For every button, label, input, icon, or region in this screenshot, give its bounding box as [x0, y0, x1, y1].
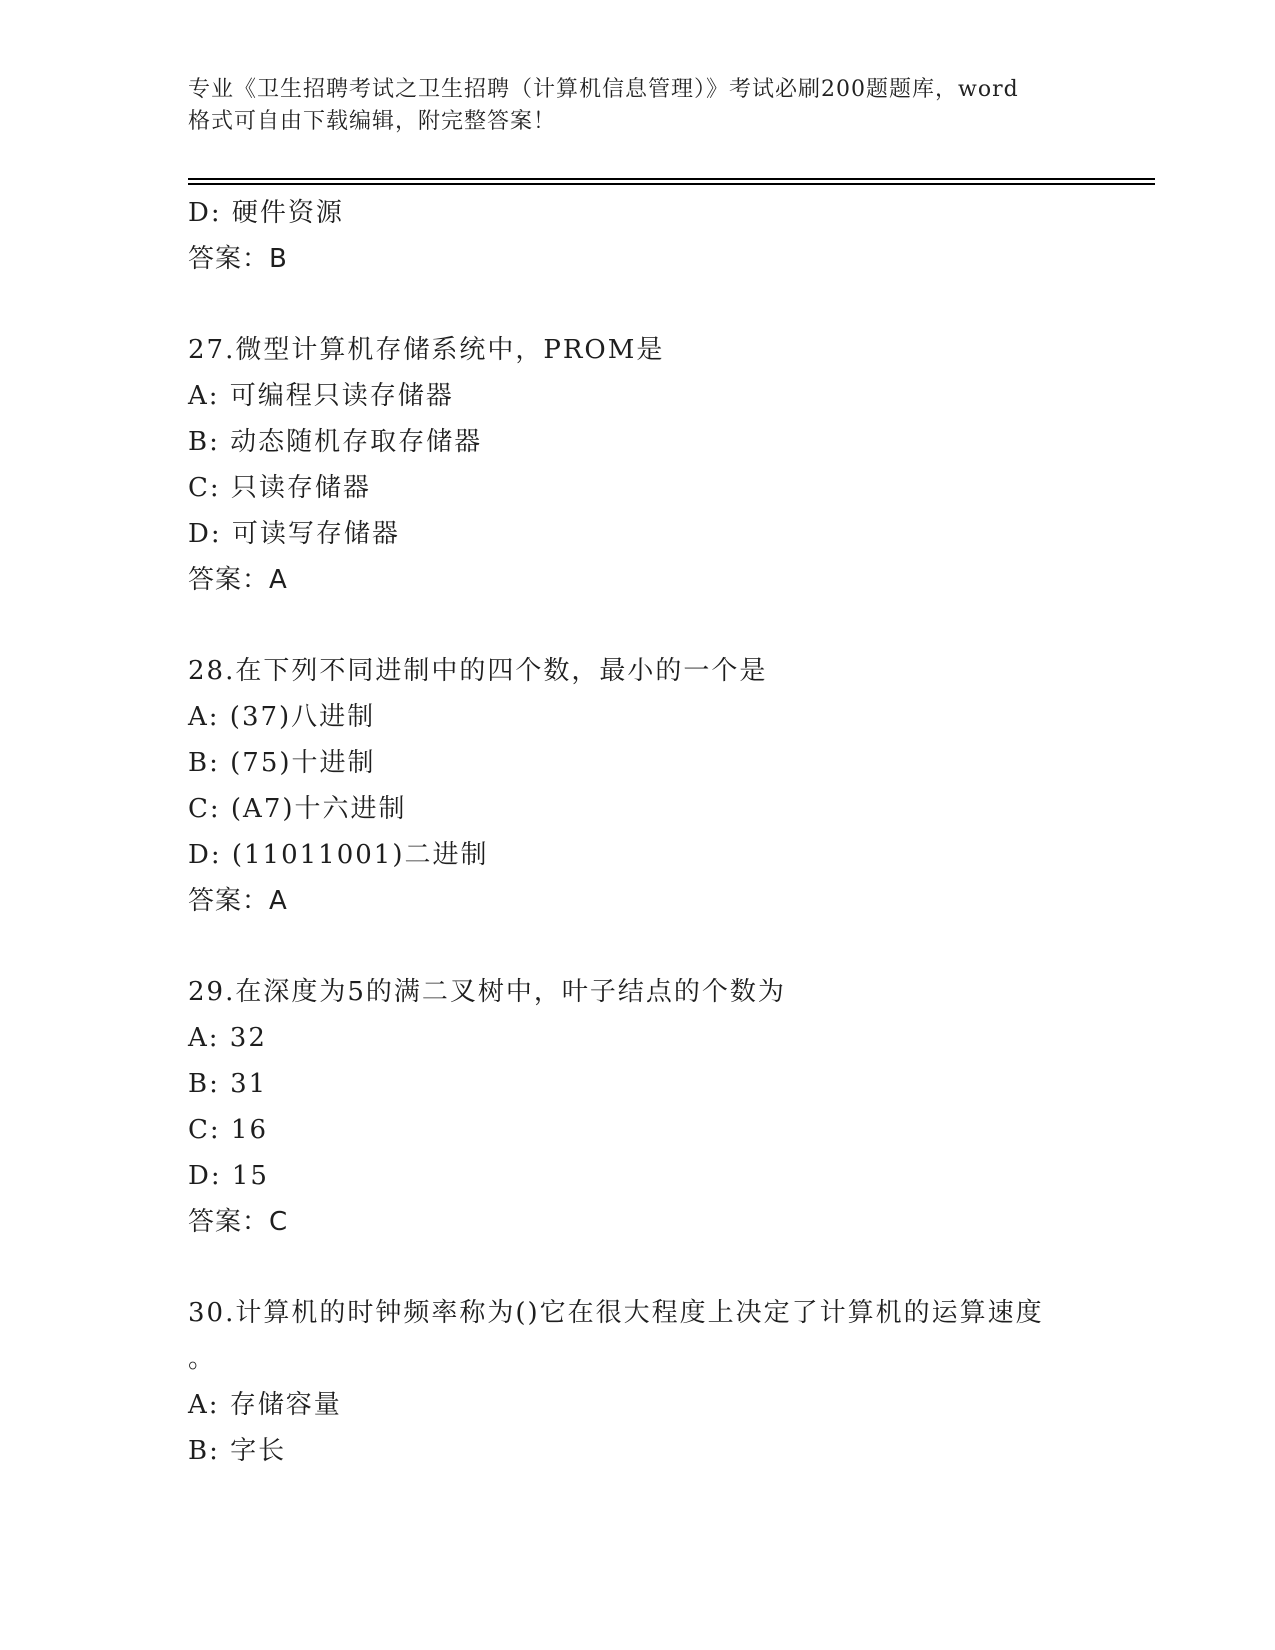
- question-29-stem: 29.在深度为5的满二叉树中，叶子结点的个数为: [188, 977, 786, 1007]
- question-28-option-c: C: (A7)十六进制: [188, 794, 407, 824]
- question-27-option-c: C: 只读存储器: [188, 473, 371, 503]
- question-30-stem-continuation: 。: [188, 1344, 217, 1374]
- spacer: [188, 1245, 1088, 1290]
- question-29-answer: 答案：C: [188, 1207, 289, 1237]
- question-30-stem: 30.计算机的时钟频率称为()它在很大程度上决定了计算机的运算速度: [188, 1298, 1044, 1328]
- spacer: [188, 924, 1088, 969]
- question-29-option-a: A: 32: [188, 1023, 267, 1053]
- question-28-option-d: D: (11011001)二进制: [188, 840, 489, 870]
- spacer: [188, 282, 1088, 327]
- question-28-option-b: B: (75)十进制: [188, 748, 376, 778]
- header-divider-bottom: [188, 183, 1155, 185]
- carryover-option-d: D: 硬件资源: [188, 198, 344, 228]
- question-27-option-d: D: 可读写存储器: [188, 519, 400, 549]
- header-title-line-1: 专业《卫生招聘考试之卫生招聘（计算机信息管理）》考试必刷200题题库，word: [188, 77, 1019, 102]
- question-27-option-b: B: 动态随机存取存储器: [188, 427, 483, 457]
- question-28-option-a: A: (37)八进制: [188, 702, 376, 732]
- question-28-stem: 28.在下列不同进制中的四个数，最小的一个是: [188, 656, 768, 686]
- question-29-option-b: B: 31: [188, 1069, 268, 1099]
- question-29-option-d: D: 15: [188, 1161, 269, 1191]
- question-30-option-b: B: 字长: [188, 1436, 287, 1466]
- document-header: [188, 74, 1088, 138]
- question-30-option-a: A: 存储容量: [188, 1390, 342, 1420]
- header-title-line-2: 格式可自由下载编辑，附完整答案！: [188, 109, 557, 134]
- question-29-option-c: C: 16: [188, 1115, 269, 1145]
- question-27-option-a: A: 可编程只读存储器: [188, 381, 454, 411]
- carryover-answer: 答案：B: [188, 244, 288, 274]
- question-28-answer: 答案：A: [188, 886, 288, 916]
- spacer: [188, 603, 1088, 648]
- header-divider-top: [188, 178, 1155, 180]
- question-27-stem: 27.微型计算机存储系统中，PROM是: [188, 335, 665, 365]
- question-27-answer: 答案：A: [188, 565, 288, 595]
- question-list: [188, 190, 1088, 1474]
